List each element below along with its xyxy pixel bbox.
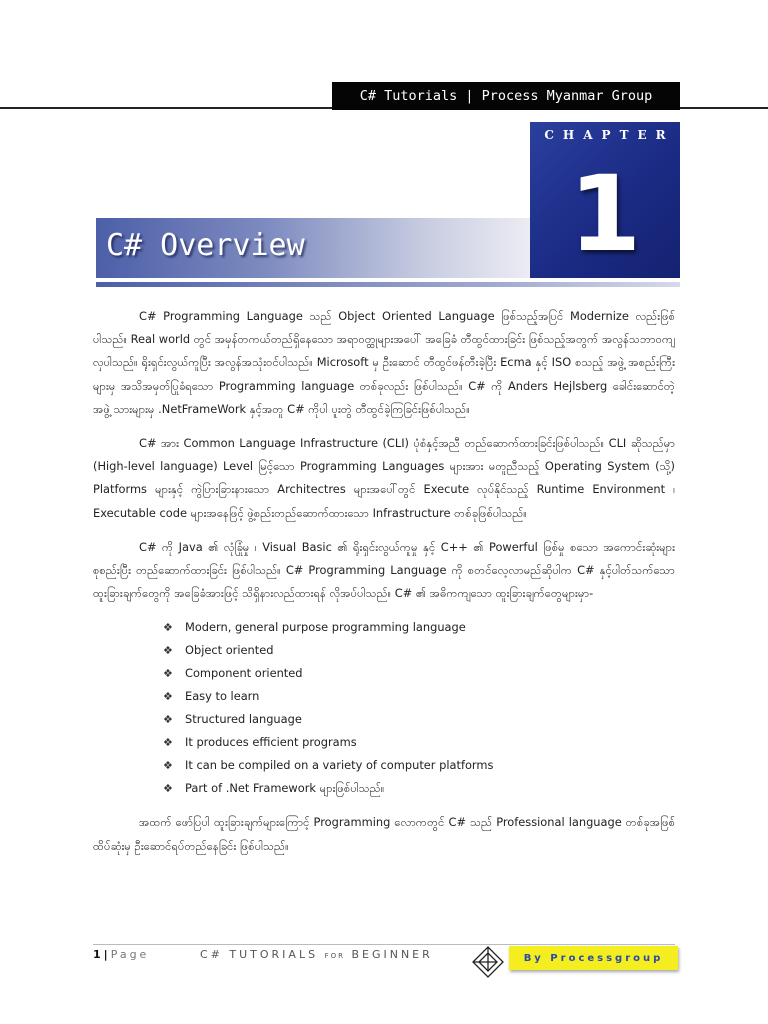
paragraph-closing: အထက် ဖော်ပြပါ ထူးခြားချက်များကြောင့် Programming လောကတွင် C# သည် Professional language တစ်ခုအဖြစ် ထိပ်ဆုံးမှ ဦးဆောင်ရပ်တည်နေခြင်း ဖြစ်ပါသည်။	[93, 815, 675, 853]
process-group-logo-icon	[470, 944, 506, 980]
diamond-bullet-icon: ❖	[163, 690, 173, 704]
chapter-number: 1	[568, 153, 642, 275]
diamond-bullet-icon: ❖	[163, 621, 173, 635]
list-item-text: Easy to learn	[185, 689, 260, 704]
chapter-block	[530, 122, 680, 278]
header-banner: C# Tutorials | Process Myanmar Group	[332, 82, 680, 110]
list-item	[163, 662, 675, 685]
chapter-label: CHAPTER	[544, 128, 675, 142]
footer-title-part2: BEGINNER	[344, 948, 433, 961]
list-item	[163, 685, 675, 708]
footer-title	[200, 948, 433, 961]
diamond-bullet-icon: ❖	[163, 644, 173, 658]
page-number: 1	[93, 948, 101, 961]
list-item-text: It can be compiled on a variety of computer platforms	[185, 758, 494, 773]
list-item	[163, 616, 675, 639]
diamond-bullet-icon: ❖	[163, 759, 173, 773]
page-title: C# Overview	[106, 228, 305, 263]
list-item-text: Part of .Net Framework များဖြစ်ပါသည်။	[185, 781, 385, 796]
article-body	[93, 305, 675, 869]
list-item	[163, 777, 675, 800]
title-underline	[96, 282, 680, 287]
page-footer-number	[93, 948, 149, 961]
list-item	[163, 754, 675, 777]
title-band	[96, 218, 530, 278]
diamond-bullet-icon: ❖	[163, 713, 173, 727]
diamond-bullet-icon: ❖	[163, 736, 173, 750]
paragraph-features: C# ကို Java ၏ လုံခြုံမှု ၊ Visual Basic ၏ ရိုးရှင်းလွယ်ကူမှု နှင့် C++ ၏ Powerful ဖြစ်မှု စသော အကောင်းဆုံးများ စုစည်းပြီး တည်ဆောက်ထားခြင်း ဖြစ်ပါသည်။ C# Programming Language ကို စတင်လေ့လာမည်ဆိုပါက C# နှင့်ပါတ်သက်သော ထူးခြားချက်တွေကို အခြေခံအားဖြင့် သိရှိနားလည်ထားရန် လိုအပ်ပါသည်။ C# ၏ အဓိကကျသော ထူးခြားချက်တွေများမှာ-	[93, 539, 675, 601]
list-item	[163, 731, 675, 754]
footer-separator: |	[103, 948, 108, 961]
footer-badge: By Processgroup	[509, 946, 678, 970]
diamond-bullet-icon: ❖	[163, 667, 173, 681]
diamond-bullet-icon: ❖	[163, 782, 173, 796]
list-item-text: Modern, general purpose programming language	[185, 620, 466, 635]
paragraph-intro: C# Programming Language သည် Object Oriented Language ဖြစ်သည့်အပြင် Modernize လည်းဖြစ်ပါသည်။ Real world တွင် အမှန်တကယ်တည်ရှိနေသော အရာဝတ္ထုများအပေါ် အခြေခံ တီထွင်ထားခြင်း ဖြစ်သည့်အတွက် အလွန်သဘာဝကျလှပါသည်။ ရိုးရှင်းလွယ်ကူပြီး အလွန်အသုံးဝင်ပါသည်။ Microsoft မှ ဦးဆောင် တီထွင်ဖန်တီးခဲ့ပြီး Ecma နှင့် ISO စသည့် အဖွဲ့ အစည်းကြီးများမှ အသိအမှတ်ပြုခံရသော Programming language တစ်ခုလည်း ဖြစ်ပါသည်။ C# ကို Anders Hejlsberg ခေါင်းဆောင်တဲ့ အဖွဲ့ သားများမှ .NetFrameWork နှင့်အတူ C# ကိုပါ ပူးတွဲ တီထွင်ခဲ့ကြခြင်းဖြစ်ပါသည်။	[93, 309, 675, 416]
feature-list	[93, 616, 675, 800]
page-word: Page	[110, 948, 150, 961]
list-item-text: Component oriented	[185, 666, 303, 681]
list-item	[163, 639, 675, 662]
paragraph-cli: C# အား Common Language Infrastructure (CLI) ပုံစံနှင့်အညီ တည်ဆောက်ထားခြင်းဖြစ်ပါသည်။ CLI ဆိုသည်မှာ (High-level language) Level မြင့်သော Programming Languages များအား မတူညီသည့် Operating System (သို့) Platforms များနှင့် ကွဲပြားခြားနားသော Architectres များအပေါ်တွင် Execute လုပ်နိုင်သည့် Runtime Environment ၊ Executable code များအနေဖြင့် ဖွဲ့စည်းတည်ဆောက်ထားသော Infrastructure တစ်ခုဖြစ်ပါသည်။	[93, 436, 675, 520]
list-item	[163, 708, 675, 731]
footer-title-part1: C# TUTORIALS	[200, 948, 325, 961]
footer-rule	[93, 944, 675, 945]
list-item-text: It produces efficient programs	[185, 735, 357, 750]
list-item-text: Object oriented	[185, 643, 274, 658]
footer-title-small: FOR	[324, 952, 345, 960]
list-item-text: Structured language	[185, 712, 302, 727]
